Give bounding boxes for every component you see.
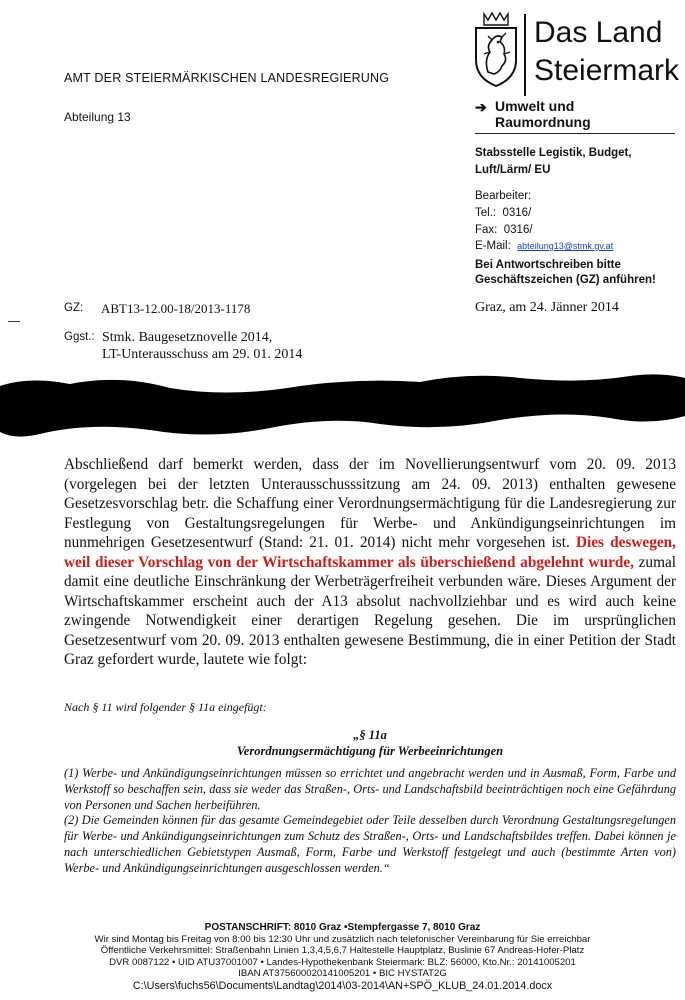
unit-divider [475, 133, 675, 134]
section-paragraph-2: (2) Die Gemeinden können für das gesamte Gemeindegebiet oder Teile desselben durch Verordnung Gestaltungsregelungen für Werbe- und Ankündigungseinrichtungen zum Schutz des Straßen-, Orts- und Landschaftsbildes treffen. Dabei können je nach unterschiedlichen Gebietstypen Ausmaß, Form, Farbe und Werkstoff festgelegt und auch (bestimmte Arten von) Werbe- und Ankündigungseinrichtungen ausgeschlossen werden.“ [64, 813, 676, 875]
gz-label: GZ: [64, 302, 84, 314]
fold-mark [8, 321, 20, 322]
logo-text-line1: Das Land [534, 16, 663, 49]
subunit-line1: Stabsstelle Legistik, Budget, [475, 147, 632, 159]
section-title: Verordnungsermächtigung für Werbeeinrichtungen [236, 744, 504, 758]
telephone-line [475, 207, 531, 219]
section-body [64, 766, 676, 877]
logo-text-line2: Steiermark [534, 54, 680, 87]
footer-bank: DVR 0087122 • UID ATU37001007 • Landes-Hypothekenbank Steiermark: BLZ: 56000, Kto.Nr.: 20141005201 [109, 956, 576, 968]
section-number: „§ 11a [353, 728, 387, 742]
highlighted-statement: Dies deswegen, weil dieser Vorschlag von der Wirtschaftskammer als überschießend abgelehnt wurde, [64, 534, 676, 571]
subject-label: Ggst.: [64, 331, 95, 343]
email-line [475, 240, 613, 252]
subject-line2: LT-Unterausschuss am 29. 01. 2014 [102, 347, 303, 362]
bearbeiter-label: Bearbeiter: [475, 190, 532, 202]
email-link[interactable]: abteilung13@stmk.gv.at [517, 241, 614, 251]
subject-line1: Stmk. Baugesetznovelle 2014, [102, 330, 273, 345]
fax-line [475, 224, 533, 236]
steiermark-logo [470, 10, 680, 90]
redaction-band [0, 372, 685, 444]
letter-date: Graz, am 24. Jänner 2014 [475, 300, 619, 315]
letter-footer [0, 922, 685, 993]
paragraph-text-1: Abschließend darf bemerkt werden, dass der im Novellierungsentwurf vom 20. 09. 2013 (vorgelegen bei der letzten Unterausschusssitzung am 24. 09. 2013) enthalten gewesene Gesetzesvorschlag betr. die Schaffung einer Verordnungsermächtigung für die Landesregierung zur Festlegung von Gestaltungsregelungen für Werbe- und Ankündigungseinrichtungen im nunmehrigen Gesetzesentwurf (Stand: 21. 01. 2014) nicht mehr vorgesehen ist. [64, 456, 676, 551]
fax-label: Fax: [475, 224, 498, 236]
department-label: Abteilung 13 [64, 110, 131, 124]
unit-name-line1: Umwelt und [495, 98, 575, 114]
subunit-line2: Luft/Lärm/ EU [475, 164, 551, 176]
reply-notice-line1: Bei Antwortschreiben bitte [475, 259, 621, 271]
email-label: E-Mail: [475, 240, 511, 252]
arrow-right-icon: ➔ [475, 99, 487, 115]
fax-value: 0316/ [503, 224, 533, 236]
footer-postal: POSTANSCHRIFT: 8010 Graz •Stempfergasse 7, 8010 Graz [204, 922, 481, 933]
gz-value: ABT13-12.00-18/2013-1178 [101, 301, 251, 316]
footer-file-path: C:\Users\fuchs56\Documents\Landtag\2014\03-2014\AN+SPÖ_KLUB_24.01.2014.docx [132, 979, 553, 992]
section-paragraph-1: (1) Werbe- und Ankündigungseinrichtungen müssen so errichtet und angebracht werden und in Ausmaß, Form, Farbe und Werkstoff so beschaffen sein, dass sie weder das Straßen-, Orts- und Landschaftsbild beeinträchtigen noch eine Gefährdung von Personen und Sachen herbeiführen. [64, 766, 676, 812]
unit-name-line2: Raumordnung [495, 114, 591, 130]
footer-hours: Wir sind Montag bis Freitag von 8:00 bis 12:30 Uhr und zusätzlich nach telefonischer Vereinbarung für Sie erreichbar [94, 933, 591, 945]
office-title: AMT DER STEIERMÄRKISCHEN LANDESREGIERUNG [64, 71, 390, 85]
footer-iban: IBAN AT375600020141005201 • BIC HYSTAT2G [238, 968, 447, 980]
telephone-label: Tel.: [475, 207, 497, 219]
footer-transport: Öffentliche Verkehrsmittel: Straßenbahn Linien 1,3,4,5,6,7 Haltestelle Hauptplatz, Buslinie 67 Andreas-Hofer-Platz [100, 945, 585, 957]
main-paragraph [64, 455, 676, 670]
reply-notice-line2: Geschäftszeichen (GZ) anführen! [475, 274, 656, 286]
telephone-value: 0316/ [502, 207, 532, 219]
quote-intro: Nach § 11 wird folgender § 11a eingefügt: [64, 700, 267, 714]
paragraph-text-2: zumal damit eine deutliche Einschränkung der Werbeträgerfreiheit verbunden wäre. Dieses Argument der Wirtschaftskammer erscheint auch der A13 absolut nachvollziehbar und es wird auch keine zwingende Notwendigkeit einer derartigen Regelung gesehen. Die im ursprünglichen Gesetzesentwurf vom 20. 09. 2013 enthalten gewesene Bestimmung, die in einer Petition der Stadt Graz gefordert wurde, lautete wie folgt: [64, 553, 677, 668]
coat-of-arms-icon [470, 10, 522, 88]
